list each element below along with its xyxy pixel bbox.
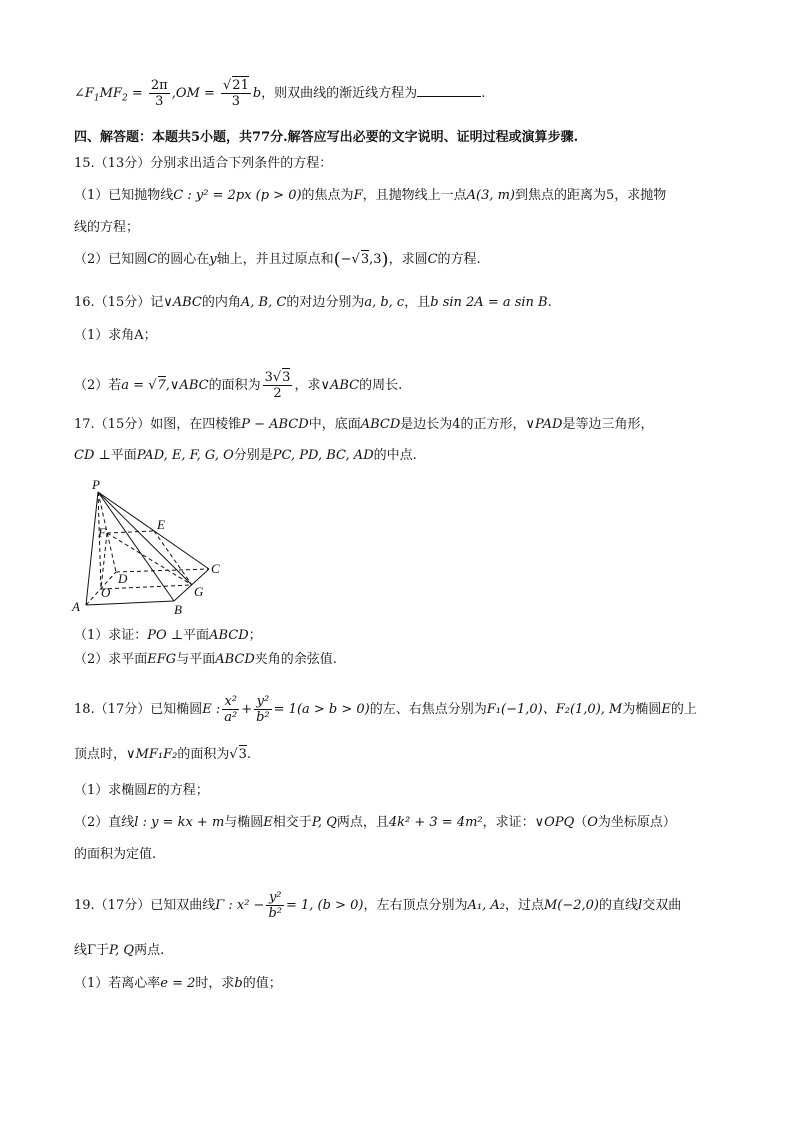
- q17-part2: （2）求平面EFG与平面ABCD夹角的余弦值.: [74, 652, 337, 667]
- q16-part2: （2）若a = √7,∨ABC的面积为 $\frac{3√3}{2}$ ，求∨ABC的周长.: [74, 370, 403, 401]
- q18-stem-cont: 顶点时，∨MF₁F₂的面积为√3.: [74, 747, 252, 762]
- q16-area-frac: $\frac{3√3}{2}$: [264, 370, 291, 401]
- q14-angle: $\angle F_1MF_2$: [74, 86, 128, 104]
- edge-OG: [101, 585, 192, 589]
- q16-stem: 16.（15分）记∨ABC的内角A, B, C的对边分别为a, b, c，且b sin 2A = a sin B.: [74, 295, 552, 310]
- edge-PA: [86, 492, 98, 605]
- label-O: O: [101, 585, 111, 600]
- q19-frac-y2-b2: $\frac{\text{y²}}{\text{b²}}$: [268, 890, 282, 921]
- q18-part2-cont: 的面积为定值.: [74, 847, 157, 862]
- pyramid-figure: [64, 478, 234, 618]
- q18-part2: （2）直线l : y = kx + m与椭圆E相交于P, Q两点，且4k² + 3 = 4m²，求证：∨OPQ（O为坐标原点）: [74, 815, 676, 830]
- label-G: G: [194, 584, 204, 599]
- edge-EG: [154, 531, 192, 585]
- q18-stem: 18.（17分）已知椭圆E : $\frac{\text{x²}}{\text{a²}}$ + $\frac{\text{y²}}{\text{b²}}$ = 1(a > b > 0)的左、右焦点分别为F₁(−1,0)、F₂(1,0), M为椭圆E的上: [74, 694, 697, 725]
- label-D: D: [118, 571, 128, 586]
- q14-frac-2pi-3: $\frac{2\pi}{3}$: [150, 78, 168, 109]
- label-P: P: [92, 478, 100, 492]
- q14-frac-sqrt21-3: $\frac{√21}{3}$: [223, 78, 249, 109]
- label-F: F: [98, 525, 106, 540]
- q17-stem: 17.（15分）如图，在四棱锥P − ABCD中，底面ABCD是边长为4的正方形，∨PAD是等边三角形，: [74, 417, 654, 432]
- q16-part1: （1）求角A；: [74, 328, 157, 343]
- label-C: C: [211, 561, 220, 576]
- q15-part1-cont: 线的方程；: [74, 220, 140, 235]
- q15-part2: （2）已知圆C的圆心在y轴上，并且过原点和(−√3,3)，求圆C的方程.: [74, 249, 481, 270]
- label-A: A: [72, 599, 80, 614]
- edge-PC: [98, 492, 209, 569]
- q14-answer-blank[interactable]: [417, 84, 481, 97]
- q19-stem: 19.（17分）已知双曲线Γ : x² − $\frac{\text{y²}}{\text{b²}}$ = 1, (b > 0)，左右顶点分别为A₁, A₂，过点M(−2,0)的直线l交双曲: [74, 890, 682, 921]
- edge-FE: [107, 531, 154, 533]
- q19-stem-cont: 线Γ于P, Q两点.: [74, 943, 165, 958]
- q18-part1: （1）求椭圆E的方程；: [74, 783, 209, 798]
- label-E: E: [157, 517, 165, 532]
- q15-part1: （1）已知抛物线C : y² = 2px (p > 0)的焦点为F，且抛物线上一点A(3, m)到焦点的距离为5，求抛物: [74, 188, 667, 203]
- q17-stem-cont: CD ⊥平面PAD, E, F, G, O分别是PC, PD, BC, AD的中点.: [74, 448, 417, 463]
- edge-PO: [98, 492, 101, 589]
- q14-answer-line: $\angle F_1MF_2$ = $\frac{2\pi}{3}$ ,OM = $\frac{√21}{3}$ b，则双曲线的渐近线方程为 .: [74, 78, 486, 109]
- q15-stem: 15.（13分）分别求出适合下列条件的方程：: [74, 156, 333, 171]
- edge-DC: [116, 569, 209, 572]
- section4-heading: 四、解答题：本题共5小题，共77分.解答应写出必要的文字说明、证明过程或演算步骤.: [74, 130, 579, 145]
- q18-frac-y2-b2: $\frac{\text{y²}}{\text{b²}}$: [256, 694, 270, 725]
- label-B: B: [174, 602, 182, 617]
- q18-frac-x2-a2: $\frac{\text{x²}}{\text{a²}}$: [224, 694, 238, 725]
- edge-AB: [86, 601, 174, 605]
- q17-part1: （1）求证：PO ⊥平面ABCD；: [74, 628, 262, 643]
- edge-FO: [101, 533, 107, 589]
- q19-part1: （1）若离心率e = 2时，求b的值；: [74, 976, 282, 991]
